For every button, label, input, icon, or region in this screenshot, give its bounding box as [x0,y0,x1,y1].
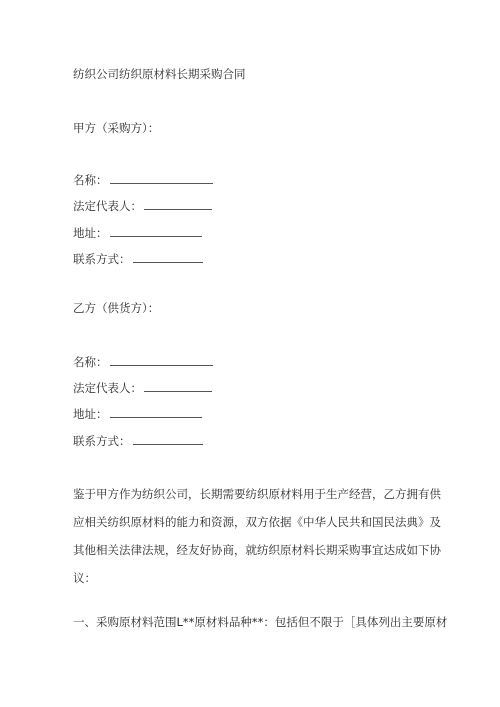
party-b-contact-blank [133,432,203,445]
party-a-rep-label: 法定代表人： [73,199,142,213]
party-b-name-field [73,353,213,370]
preamble-line: 议： [73,571,96,585]
party-b-rep-label: 法定代表人： [73,381,142,395]
party-b-heading: 乙方（供货方）： [73,301,160,315]
party-b-contact-label: 联系方式： [73,434,131,448]
party-b-rep-blank [144,379,212,392]
party-a-contact-field [73,250,203,267]
party-b-contact-field [73,432,203,449]
party-a-name-label: 名称： [73,173,108,187]
party-a-contact-label: 联系方式： [73,252,131,266]
party-b-address-label: 地址： [73,407,108,421]
section-1-heading: 一、采购原材料范围L**原材料品种**：包括但不限于［具体列出主要原材 [73,615,448,629]
party-b-address-blank [110,405,202,418]
party-a-rep-field [73,197,212,214]
preamble-line: 鉴于甲方作为纺织公司，长期需要纺织原材料用于生产经营，乙方拥有供 [73,487,441,501]
party-a-address-blank [110,224,202,237]
party-a-contact-blank [133,250,203,263]
party-a-name-field [73,171,213,188]
preamble-line: 应相关纺织原材料的能力和资源，双方依据《中华人民共和国民法典》及 [73,515,441,529]
party-b-rep-field [73,379,212,396]
party-a-rep-blank [144,197,212,210]
party-a-heading: 甲方（采购方）： [73,121,160,135]
party-a-address-field [73,224,202,241]
party-a-name-blank [110,171,213,184]
party-b-address-field [73,405,202,422]
preamble-line: 其他相关法律法规，经友好协商，就纺织原材料长期采购事宜达成如下协 [73,543,441,557]
party-a-address-label: 地址： [73,226,108,240]
preamble-paragraph [73,480,441,592]
contract-title: 纺织公司纺织原材料长期采购合同 [73,67,246,81]
party-b-name-blank [110,353,213,366]
party-b-name-label: 名称： [73,355,108,369]
